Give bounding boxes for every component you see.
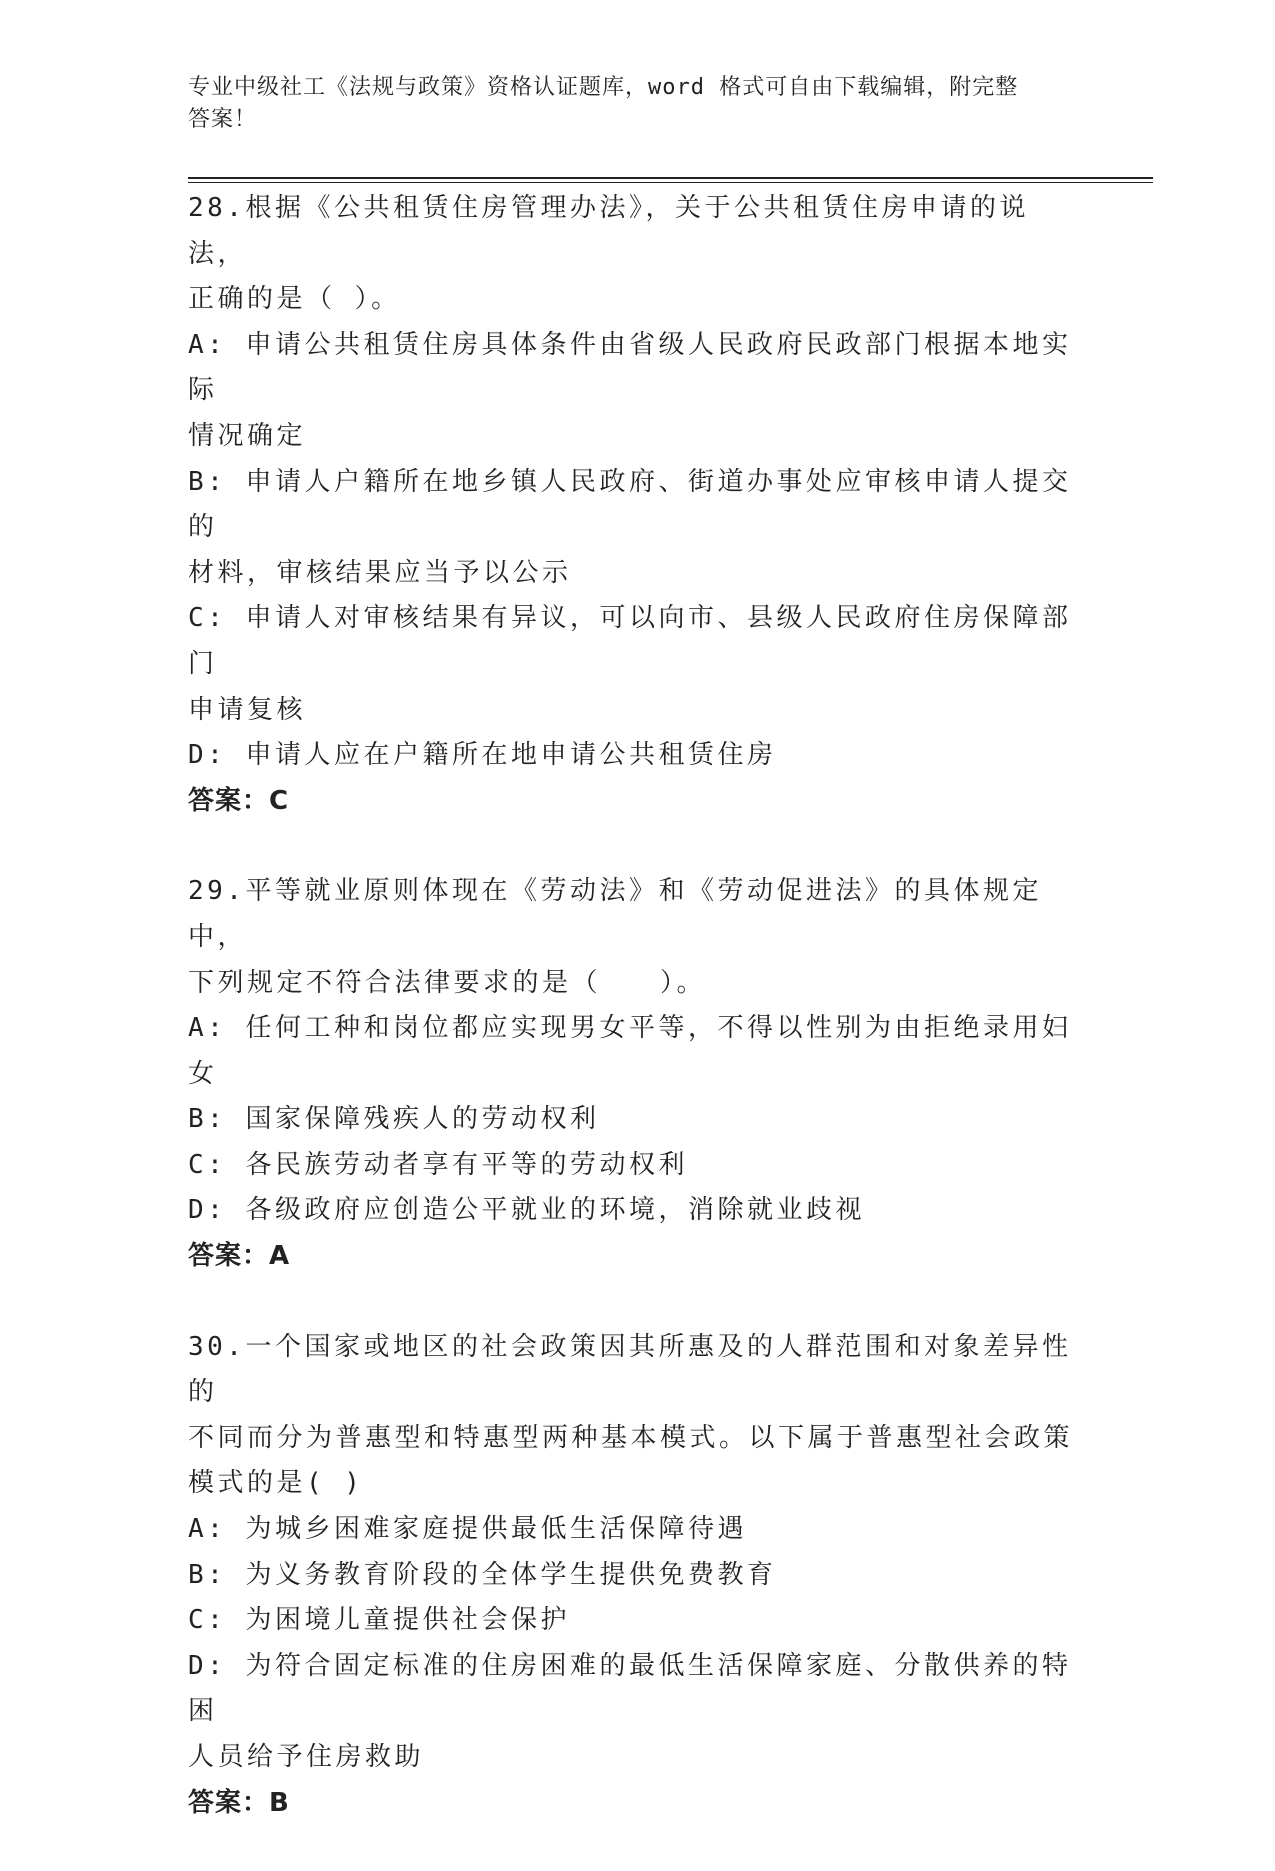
option-c-cont: 申请复核 xyxy=(188,694,307,725)
option-c: C: 申请人对审核结果有异议，可以向市、县级人民政府住房保障部门 xyxy=(188,603,1072,679)
question-29 xyxy=(188,869,1078,1279)
option-a-cont: 情况确定 xyxy=(188,420,307,451)
option-b: B: 申请人户籍所在地乡镇人民政府、街道办事处应审核申请人提交的 xyxy=(188,466,1072,543)
option-a: A: 为城乡困难家庭提供最低生活保障待遇 xyxy=(188,1514,747,1545)
header-line: 答案！ xyxy=(188,107,258,132)
option-d-cont: 人员给予住房救助 xyxy=(188,1742,425,1772)
question-28 xyxy=(188,186,1078,824)
option-a: A: 申请公共租赁住房具体条件由省级人民政府民政部门根据本地实际 xyxy=(188,329,1072,406)
question-stem: 30.一个国家或地区的社会政策因其所惠及的人群范围和对象差异性的 xyxy=(188,1331,1072,1408)
question-stem: 28.根据《公共租赁住房管理办法》，关于公共租赁住房申请的说法， xyxy=(188,193,1029,269)
option-b-cont: 材料，审核结果应当予以公示 xyxy=(188,557,572,588)
question-stem: 29.平等就业原则体现在《劳动法》和《劳动促进法》的具体规定中， xyxy=(188,876,1042,952)
option-d: D: 各级政府应创造公平就业的环境，消除就业歧视 xyxy=(188,1195,865,1226)
answer: 答案：C xyxy=(188,785,290,816)
question-list xyxy=(188,186,1078,1871)
header-divider xyxy=(188,177,1153,179)
option-c: C: 各民族劳动者享有平等的劳动权利 xyxy=(188,1149,688,1180)
option-c: C: 为困境儿童提供社会保护 xyxy=(188,1605,570,1636)
answer: 答案：A xyxy=(188,1241,291,1272)
header-line: 专业中级社工《法规与政策》资格认证题库，word 格式可自由下载编辑，附完整 xyxy=(188,75,1019,100)
question-stem: 下列规定不符合法律要求的是（ ）。 xyxy=(188,967,707,998)
document-header xyxy=(188,72,1068,136)
option-a: A: 任何工种和岗位都应实现男女平等，不得以性别为由拒绝录用妇女 xyxy=(188,1013,1072,1089)
header-divider-thin xyxy=(188,182,1153,183)
question-stem: 正确的是（ ）。 xyxy=(188,284,401,315)
option-b: B: 国家保障残疾人的劳动权利 xyxy=(188,1104,600,1135)
option-b: B: 为义务教育阶段的全体学生提供免费教育 xyxy=(188,1559,777,1590)
option-d: D: 申请人应在户籍所在地申请公共租赁住房 xyxy=(188,740,777,771)
question-stem: 模式的是( ) xyxy=(188,1468,364,1499)
question-30 xyxy=(188,1325,1078,1827)
option-d: D: 为符合固定标准的住房困难的最低生活保障家庭、分散供养的特困 xyxy=(188,1650,1072,1727)
question-stem: 不同而分为普惠型和特惠型两种基本模式。以下属于普惠型社会政策 xyxy=(188,1422,1074,1453)
answer: 答案：B xyxy=(188,1787,290,1818)
